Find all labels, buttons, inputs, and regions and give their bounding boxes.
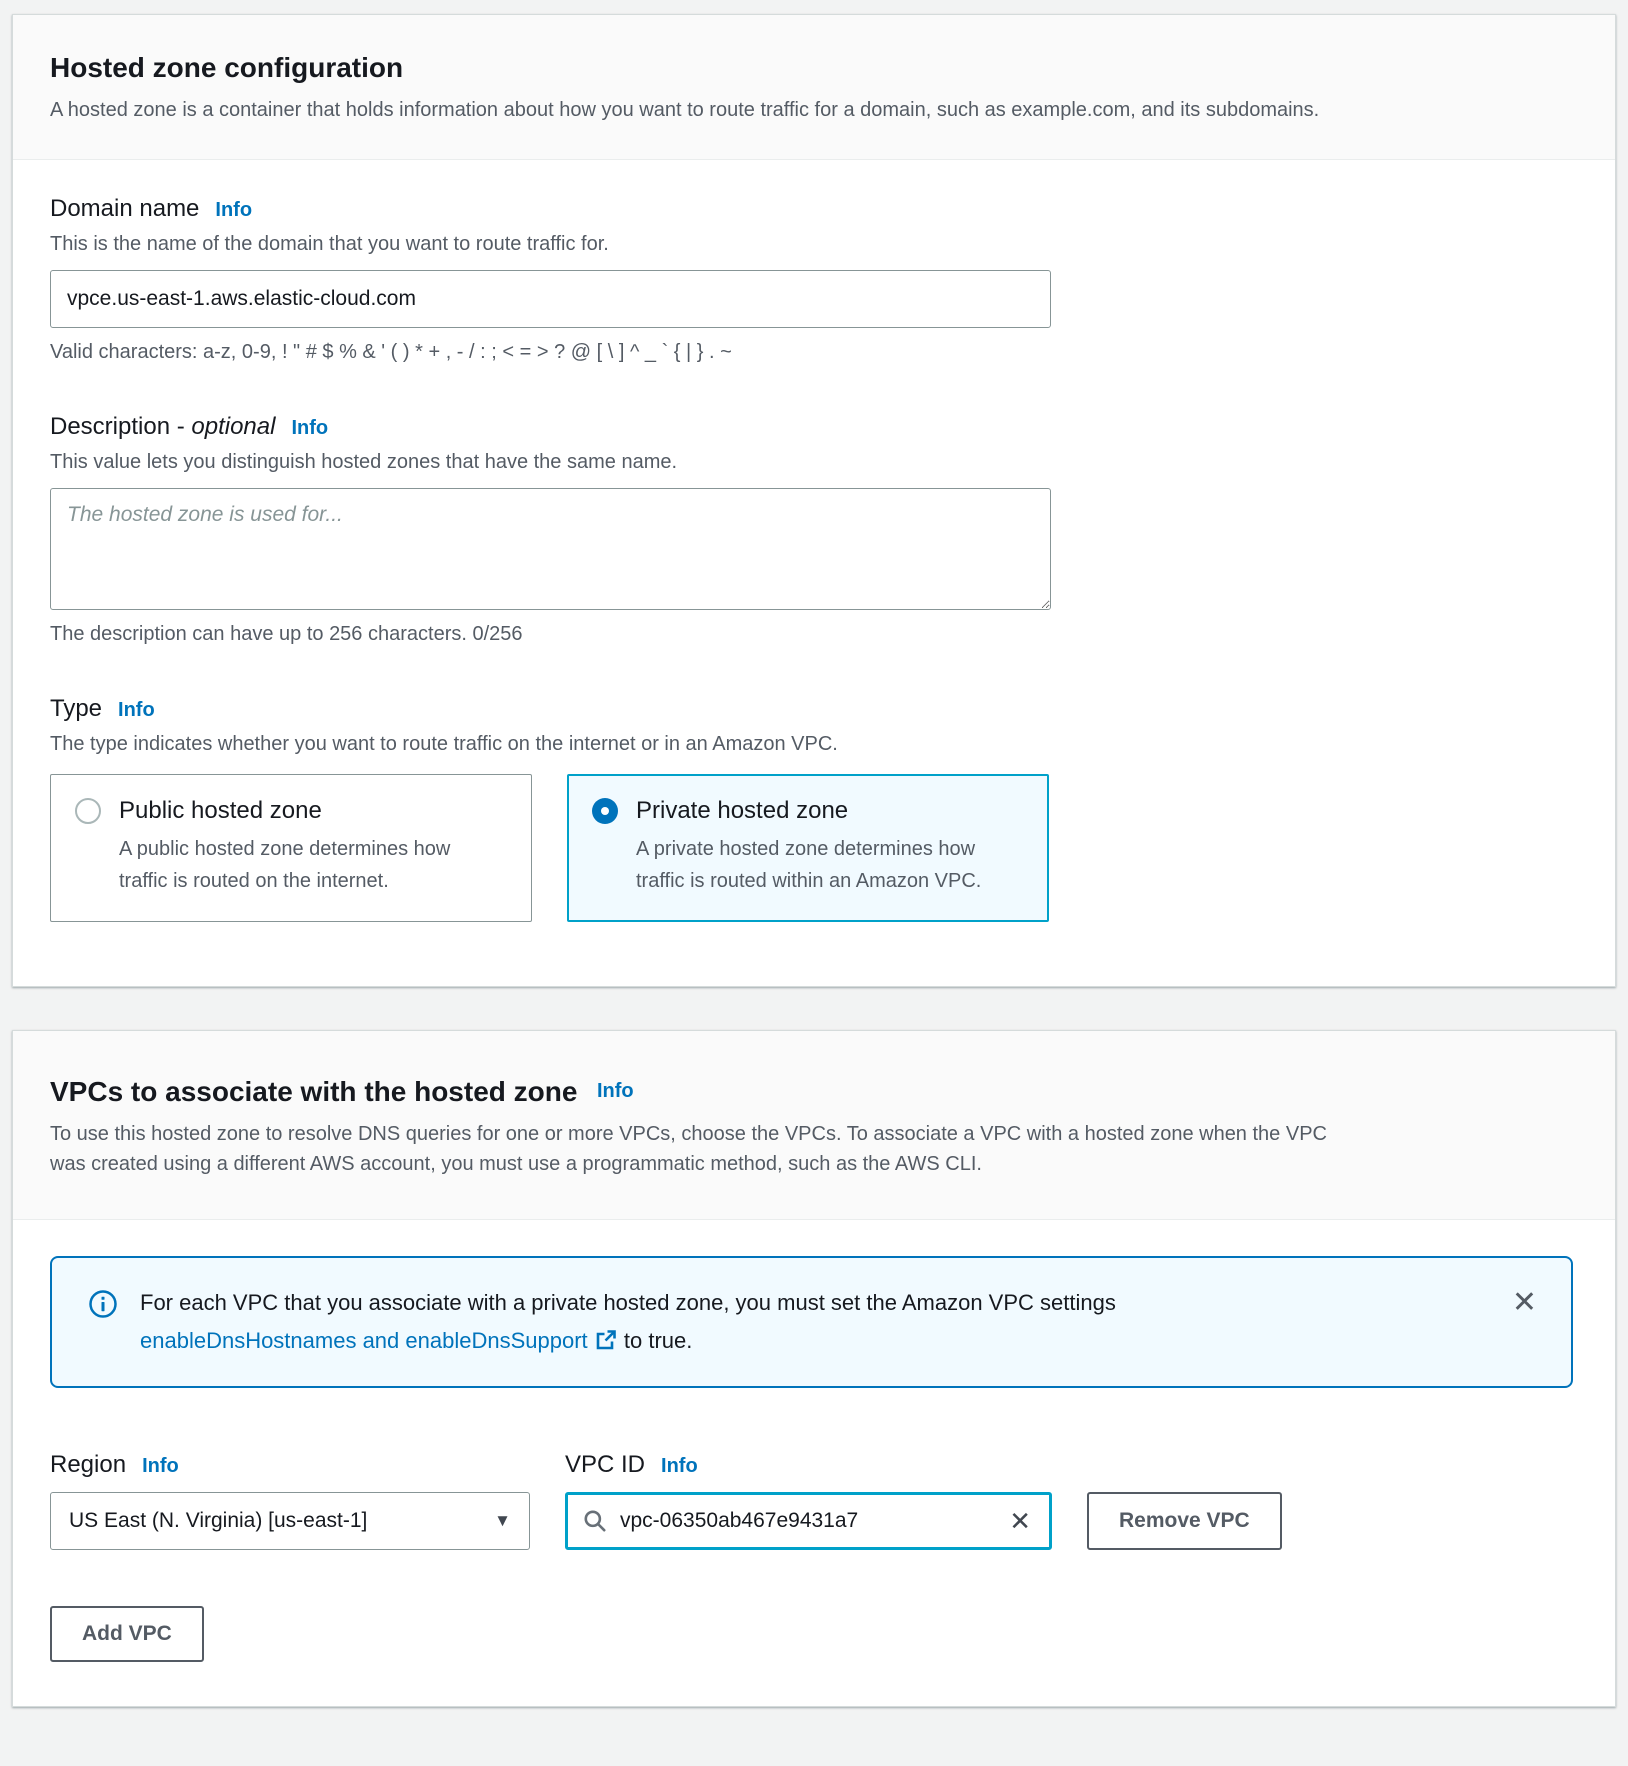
- description-helper: This value lets you distinguish hosted zones that have the same name.: [50, 451, 678, 473]
- hosted-zone-configuration-card: [12, 14, 1616, 987]
- vpc-card-header: [13, 1031, 1615, 1220]
- vpc-settings-info-alert: [50, 1256, 1573, 1388]
- hosted-zone-card-description: A hosted zone is a container that holds information about how you want to route traffic for a domain, such as example.com, and its subdomains.: [50, 99, 1320, 121]
- vpc-associate-card: [12, 1030, 1616, 1707]
- domain-name-helper: This is the name of the domain that you want to route traffic for.: [50, 233, 609, 255]
- hosted-zone-card-header: [13, 15, 1615, 160]
- description-info-link[interactable]: Info: [291, 417, 329, 439]
- chevron-down-icon: ▼: [494, 1511, 511, 1530]
- type-radio-private[interactable]: [567, 774, 1049, 922]
- description-textarea[interactable]: [50, 488, 1051, 610]
- region-field-group: [50, 1450, 530, 1550]
- vpc-id-label: VPC ID: [565, 1451, 646, 1478]
- vpc-card-body: [13, 1220, 1615, 1706]
- domain-name-info-link[interactable]: Info: [215, 199, 253, 221]
- alert-line2-suffix: to true.: [623, 1328, 693, 1353]
- radio-unchecked-icon[interactable]: [75, 798, 101, 824]
- description-label-optional: optional: [191, 413, 276, 440]
- region-info-link[interactable]: Info: [142, 1455, 179, 1477]
- public-hosted-zone-description: A public hosted zone determines how traffic is routed on the internet.: [119, 838, 451, 892]
- external-link-icon[interactable]: [594, 1328, 624, 1353]
- hosted-zone-card-title: Hosted zone configuration: [50, 52, 404, 83]
- vpc-id-input[interactable]: [620, 1509, 1003, 1533]
- hosted-zone-card-body: [13, 160, 1615, 986]
- vpc-entry-row: [50, 1450, 1573, 1550]
- private-hosted-zone-title: Private hosted zone: [636, 797, 849, 824]
- type-label: Type: [50, 695, 103, 722]
- type-helper: The type indicates whether you want to route traffic on the internet or in an Amazon VPC.: [50, 733, 838, 755]
- description-field-group: [50, 412, 1573, 648]
- alert-text: [140, 1284, 1482, 1360]
- type-info-link[interactable]: Info: [118, 699, 155, 721]
- add-vpc-button[interactable]: Add VPC: [50, 1606, 204, 1662]
- private-hosted-zone-description: A private hosted zone determines how traffic is routed within an Amazon VPC.: [636, 838, 982, 892]
- vpc-id-field-group: [565, 1450, 1052, 1550]
- domain-name-input[interactable]: [50, 270, 1051, 328]
- description-label: Description - optional: [50, 413, 276, 440]
- type-field-group: [50, 694, 1573, 922]
- region-label: Region: [50, 1451, 127, 1478]
- vpc-card-description: To use this hosted zone to resolve DNS queries for one or more VPCs, choose the VPCs. To associate a VPC with a hosted zone when the VPC was created using a different AWS account, you must use a programmatic method, such as the AWS CLI.: [50, 1123, 1327, 1175]
- enable-dns-link[interactable]: enableDnsHostnames and enableDnsSupport: [140, 1328, 588, 1353]
- vpc-card-info-link[interactable]: Info: [597, 1080, 634, 1102]
- type-radio-group: [50, 774, 1573, 922]
- alert-line1: For each VPC that you associate with a private hosted zone, you must set the Amazon VPC settings: [140, 1290, 1116, 1315]
- alert-close-button[interactable]: ✕: [1506, 1284, 1543, 1322]
- region-select[interactable]: [50, 1492, 530, 1550]
- radio-checked-icon[interactable]: [592, 798, 618, 824]
- remove-vpc-button[interactable]: Remove VPC: [1087, 1492, 1282, 1550]
- search-icon: [582, 1508, 608, 1534]
- type-radio-public[interactable]: [50, 774, 532, 922]
- clear-vpc-id-button[interactable]: ✕: [1003, 1504, 1037, 1539]
- vpc-card-title: VPCs to associate with the hosted zone: [50, 1076, 578, 1107]
- vpc-id-info-link[interactable]: Info: [661, 1455, 698, 1477]
- description-char-count: The description can have up to 256 characters. 0/256: [50, 623, 523, 645]
- domain-name-valid-characters: Valid characters: a-z, 0-9, ! " # $ % & ' ( ) * + , - / : ; < = > ? @ [ \ ] ^ _ ` { | } . ~: [50, 341, 732, 363]
- domain-name-field-group: [50, 194, 1573, 366]
- region-select-value: US East (N. Virginia) [us-east-1]: [69, 1509, 368, 1532]
- vpc-id-search-box: [565, 1492, 1052, 1550]
- domain-name-label: Domain name: [50, 195, 200, 222]
- info-circle-icon: [88, 1289, 118, 1325]
- public-hosted-zone-title: Public hosted zone: [119, 797, 322, 824]
